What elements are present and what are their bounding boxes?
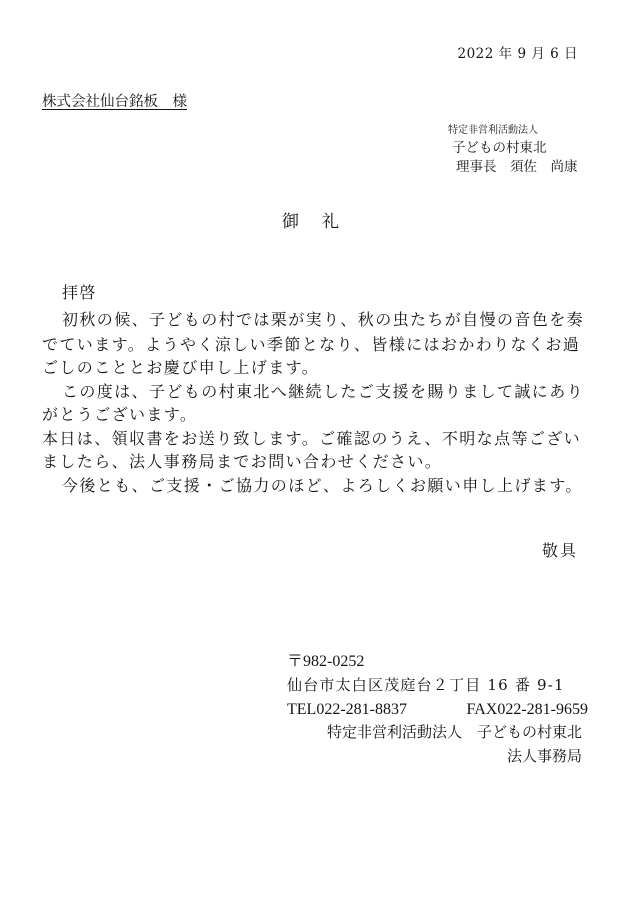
address: 仙台市太白区茂庭台２丁目 16 番 9-1 xyxy=(287,676,565,694)
salutation: 拝啓 xyxy=(62,283,97,302)
postal-code: 〒982-0252 xyxy=(287,653,365,670)
closing: 敬具 xyxy=(541,541,578,560)
sender-org-type: 特定非営利活動法人 xyxy=(448,125,538,136)
body-line: がとうございます。 xyxy=(42,405,198,424)
letter-date: 2022 年 9 月 6 日 xyxy=(457,46,578,62)
body-line: でています。ようやく涼しい季節となり、皆様にはおかわりなくお過 xyxy=(42,335,581,354)
body-line: ごしのこととお慶び申し上げます。 xyxy=(42,358,320,377)
recipient-name: 株式会社仙台銘板 様 xyxy=(42,94,187,110)
fax-number: FAX022-281-9659 xyxy=(466,701,588,718)
document-title: 御 礼 xyxy=(282,212,342,232)
sender-representative: 理事長 須佐 尚康 xyxy=(456,159,578,175)
tel-number: TEL022-281-8837 xyxy=(287,701,407,718)
body-line: この度は、子どもの村東北へ継続したご支援を賜りまして誠にあり xyxy=(62,382,585,401)
sender-org-name: 子どもの村東北 xyxy=(452,140,547,156)
body-line: 初秋の候、子どもの村では栗が実り、秋の虫たちが自慢の音色を奏 xyxy=(62,310,585,329)
body-line: 今後とも、ご支援・ご協力のほど、よろしくお願い申し上げます。 xyxy=(62,476,583,495)
body-line: ましたら、法人事務局までお問い合わせください。 xyxy=(42,452,443,471)
body-line: 本日は、領収書をお送り致します。ご確認のうえ、不明な点等ござい xyxy=(42,429,582,448)
footer-office: 法人事務局 xyxy=(506,747,582,765)
footer-organization: 特定非営利活動法人 子どもの村東北 xyxy=(326,723,582,741)
